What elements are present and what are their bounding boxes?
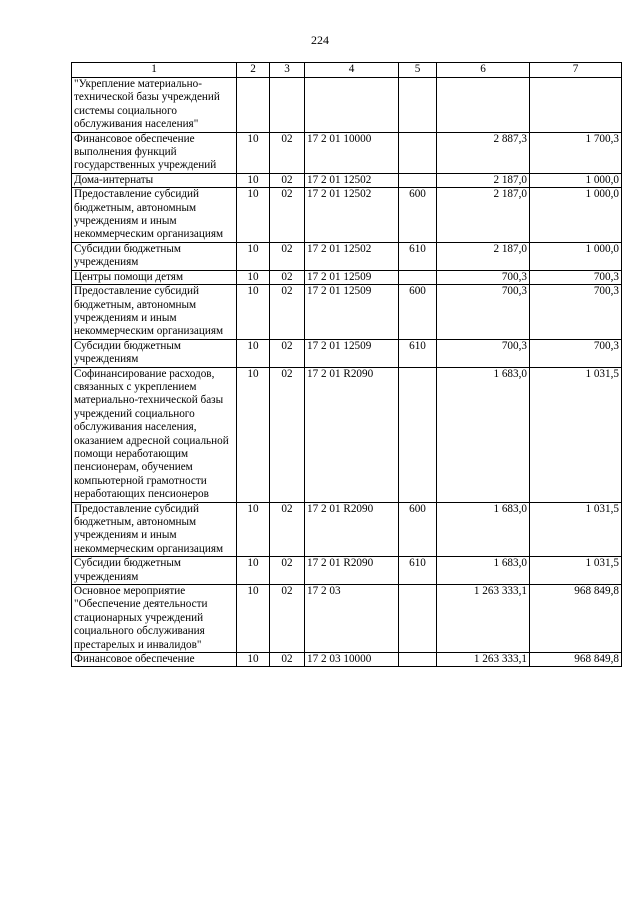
expense-type-cell — [399, 270, 437, 284]
target-article-cell: 17 2 01 12502 — [305, 242, 399, 270]
amount-cell-year1: 1 263 333,1 — [437, 585, 530, 653]
section-cell: 10 — [237, 502, 270, 557]
subsection-cell: 02 — [270, 557, 305, 585]
row-name-cell: Предоставление субсидий бюджетным, автономным учреждениям и иным некоммерческим организациям — [72, 285, 237, 340]
page-number: 224 — [311, 33, 329, 47]
subsection-cell: 02 — [270, 339, 305, 367]
amount-cell-year1: 2 187,0 — [437, 173, 530, 187]
subsection-cell: 02 — [270, 270, 305, 284]
expense-type-cell — [399, 173, 437, 187]
table-row — [72, 285, 622, 340]
table-row — [72, 339, 622, 367]
amount-cell-year1: 2 187,0 — [437, 242, 530, 270]
target-article-cell: 17 2 01 12502 — [305, 173, 399, 187]
section-cell: 10 — [237, 557, 270, 585]
expense-type-cell — [399, 585, 437, 653]
subsection-cell: 02 — [270, 585, 305, 653]
section-cell: 10 — [237, 242, 270, 270]
amount-cell-year2: 700,3 — [530, 339, 622, 367]
expense-type-cell — [399, 78, 437, 133]
table-row — [72, 585, 622, 653]
amount-cell-year1: 1 263 333,1 — [437, 653, 530, 667]
target-article-cell: 17 2 01 12502 — [305, 188, 399, 243]
table-row — [72, 502, 622, 557]
row-name-cell: Предоставление субсидий бюджетным, автономным учреждениям и иным некоммерческим организациям — [72, 502, 237, 557]
target-article-cell: 17 2 03 — [305, 585, 399, 653]
subsection-cell: 02 — [270, 188, 305, 243]
subsection-cell: 02 — [270, 173, 305, 187]
target-article-cell: 17 2 01 12509 — [305, 339, 399, 367]
subsection-cell: 02 — [270, 285, 305, 340]
row-name-cell: Субсидии бюджетным учреждениям — [72, 242, 237, 270]
section-cell: 10 — [237, 132, 270, 173]
amount-cell-year1: 700,3 — [437, 285, 530, 340]
subsection-cell: 02 — [270, 132, 305, 173]
header-cell: 3 — [270, 63, 305, 78]
amount-cell-year2: 1 000,0 — [530, 242, 622, 270]
subsection-cell — [270, 78, 305, 133]
amount-cell-year2: 1 031,5 — [530, 502, 622, 557]
amount-cell-year1 — [437, 78, 530, 133]
target-article-cell: 17 2 01 12509 — [305, 270, 399, 284]
row-name-cell: Основное мероприятие "Обеспечение деятельности стационарных учреждений социального обслуживания престарелых и инвалидов" — [72, 585, 237, 653]
row-name-cell: Дома-интернаты — [72, 173, 237, 187]
table-row — [72, 78, 622, 133]
target-article-cell: 17 2 01 10000 — [305, 132, 399, 173]
amount-cell-year1: 1 683,0 — [437, 502, 530, 557]
row-name-cell: Субсидии бюджетным учреждениям — [72, 339, 237, 367]
section-cell: 10 — [237, 585, 270, 653]
table-row — [72, 188, 622, 243]
expense-type-cell: 610 — [399, 242, 437, 270]
table-row — [72, 367, 622, 502]
header-cell: 1 — [72, 63, 237, 78]
amount-cell-year1: 700,3 — [437, 270, 530, 284]
target-article-cell: 17 2 01 R2090 — [305, 502, 399, 557]
subsection-cell: 02 — [270, 367, 305, 502]
amount-cell-year2: 1 031,5 — [530, 367, 622, 502]
expense-type-cell: 600 — [399, 285, 437, 340]
subsection-cell: 02 — [270, 502, 305, 557]
amount-cell-year1: 1 683,0 — [437, 557, 530, 585]
section-cell: 10 — [237, 339, 270, 367]
target-article-cell — [305, 78, 399, 133]
table-row — [72, 132, 622, 173]
header-cell: 4 — [305, 63, 399, 78]
table-row — [72, 242, 622, 270]
amount-cell-year1: 2 887,3 — [437, 132, 530, 173]
row-name-cell: Финансовое обеспечение — [72, 653, 237, 667]
header-cell: 5 — [399, 63, 437, 78]
section-cell: 10 — [237, 285, 270, 340]
amount-cell-year1: 2 187,0 — [437, 188, 530, 243]
amount-cell-year2: 1 031,5 — [530, 557, 622, 585]
target-article-cell: 17 2 03 10000 — [305, 653, 399, 667]
table-row — [72, 270, 622, 284]
section-cell: 10 — [237, 173, 270, 187]
section-cell — [237, 78, 270, 133]
amount-cell-year2: 700,3 — [530, 285, 622, 340]
expense-type-cell — [399, 367, 437, 502]
section-cell: 10 — [237, 367, 270, 502]
expense-type-cell: 610 — [399, 339, 437, 367]
target-article-cell: 17 2 01 R2090 — [305, 367, 399, 502]
expense-type-cell: 600 — [399, 188, 437, 243]
amount-cell-year2 — [530, 78, 622, 133]
row-name-cell: "Укрепление материально-технической базы учреждений системы социального обслуживания населения" — [72, 78, 237, 133]
budget-table — [71, 62, 622, 667]
amount-cell-year2: 1 700,3 — [530, 132, 622, 173]
amount-cell-year2: 1 000,0 — [530, 188, 622, 243]
amount-cell-year2: 1 000,0 — [530, 173, 622, 187]
row-name-cell: Центры помощи детям — [72, 270, 237, 284]
subsection-cell: 02 — [270, 653, 305, 667]
row-name-cell: Софинансирование расходов, связанных с укреплением материально-технической базы учреждений социального обслуживания населения, оказанием адресной социальной помощи неработающим пенсионерам, обучением компьютерной грамотности неработающих пенсионеров — [72, 367, 237, 502]
target-article-cell: 17 2 01 12509 — [305, 285, 399, 340]
amount-cell-year2: 700,3 — [530, 270, 622, 284]
expense-type-cell — [399, 132, 437, 173]
amount-cell-year1: 1 683,0 — [437, 367, 530, 502]
expense-type-cell: 610 — [399, 557, 437, 585]
header-cell: 2 — [237, 63, 270, 78]
expense-type-cell: 600 — [399, 502, 437, 557]
subsection-cell: 02 — [270, 242, 305, 270]
expense-type-cell — [399, 653, 437, 667]
table-row — [72, 173, 622, 187]
header-row — [72, 63, 622, 78]
section-cell: 10 — [237, 653, 270, 667]
row-name-cell: Предоставление субсидий бюджетным, автономным учреждениям и иным некоммерческим организациям — [72, 188, 237, 243]
row-name-cell: Финансовое обеспечение выполнения функций государственных учреждений — [72, 132, 237, 173]
header-cell: 6 — [437, 63, 530, 78]
section-cell: 10 — [237, 188, 270, 243]
amount-cell-year2: 968 849,8 — [530, 585, 622, 653]
amount-cell-year2: 968 849,8 — [530, 653, 622, 667]
section-cell: 10 — [237, 270, 270, 284]
table-row — [72, 653, 622, 667]
table-row — [72, 557, 622, 585]
target-article-cell: 17 2 01 R2090 — [305, 557, 399, 585]
row-name-cell: Субсидии бюджетным учреждениям — [72, 557, 237, 585]
header-cell: 7 — [530, 63, 622, 78]
amount-cell-year1: 700,3 — [437, 339, 530, 367]
